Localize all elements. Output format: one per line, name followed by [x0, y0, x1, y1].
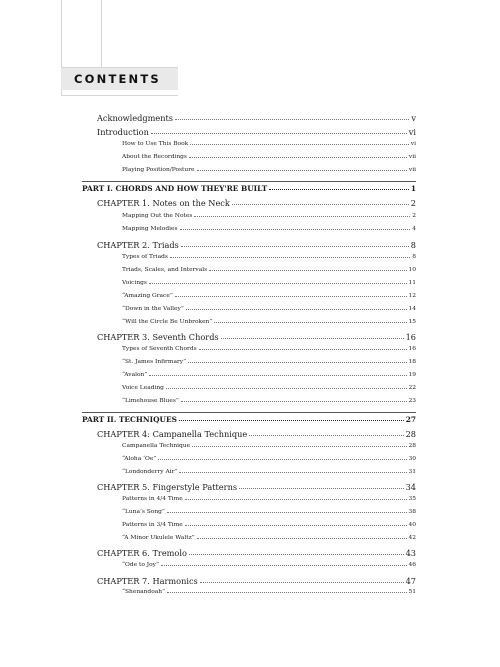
toc-entry-title: “Shenandoah”	[122, 589, 166, 595]
toc-section-entry[interactable]	[122, 469, 416, 475]
toc-page-number: vii	[408, 154, 416, 160]
toc-page-number: 35	[408, 496, 416, 502]
toc-entry-title: Voicings	[122, 280, 147, 286]
toc-section-entry[interactable]	[122, 226, 416, 232]
contents-heading: CONTENTS	[74, 72, 161, 86]
toc-entry-title: Playing Position/Posture	[122, 167, 195, 173]
toc-section-entry[interactable]	[122, 280, 416, 286]
dot-leader	[149, 282, 407, 284]
part-divider-rule	[82, 181, 416, 182]
toc-section-entry[interactable]	[122, 385, 416, 391]
toc-entry-title: Patterns in 4/4 Time	[122, 496, 183, 502]
toc-section-entry[interactable]	[122, 562, 416, 568]
toc-page-number: 2	[410, 198, 416, 208]
dot-leader	[214, 321, 406, 323]
toc-page-number: 4	[412, 226, 416, 232]
toc-section-entry[interactable]	[122, 306, 416, 312]
dot-leader	[167, 591, 406, 593]
toc-entry-title: Patterns in 3/4 Time	[122, 522, 183, 528]
dot-leader	[232, 203, 409, 205]
dot-leader	[158, 458, 406, 460]
dot-leader	[209, 269, 406, 271]
toc-chapter-entry[interactable]	[97, 198, 416, 208]
dot-leader	[181, 400, 407, 402]
dot-leader	[175, 295, 407, 297]
dot-leader	[166, 387, 407, 389]
toc-entry-title: How to Use This Book	[122, 141, 189, 147]
toc-page-number: 2	[412, 213, 416, 219]
toc-section-entry[interactable]	[122, 346, 416, 352]
toc-entry-title: “Ode to Joy”	[122, 562, 160, 568]
toc-entry-title: “Down in the Valley”	[122, 306, 184, 312]
dot-leader	[192, 445, 406, 447]
dot-leader	[179, 419, 404, 421]
toc-section-entry[interactable]	[122, 509, 416, 515]
toc-page-number: vii	[408, 167, 416, 173]
toc-entry-title: Types of Triads	[122, 254, 168, 260]
toc-entry-title: Introduction	[97, 127, 149, 137]
toc-page-number: v	[411, 113, 416, 123]
toc-page-number: vi	[408, 127, 416, 137]
toc-page-number: 31	[408, 469, 416, 475]
toc-page-number: 27	[405, 415, 416, 424]
dot-leader	[149, 374, 406, 376]
toc-page-number: 30	[408, 456, 416, 462]
dot-leader	[185, 498, 407, 500]
toc-page-number: 38	[408, 509, 416, 515]
toc-section-entry[interactable]	[122, 167, 416, 173]
toc-page-number: 28	[405, 429, 416, 439]
toc-page-number: 18	[408, 359, 416, 365]
dot-leader	[269, 188, 409, 190]
toc-entry-title: Voice Leading	[122, 385, 164, 391]
toc-entry-title: “Amazing Grace”	[122, 293, 173, 299]
toc-page-number: 8	[410, 240, 416, 250]
toc-section-entry[interactable]	[122, 154, 416, 160]
dot-leader	[197, 169, 407, 171]
dot-leader	[186, 308, 407, 310]
dot-leader	[189, 553, 404, 555]
toc-page-number: 1	[410, 184, 416, 193]
dot-leader	[161, 564, 406, 566]
toc-entry-title: PART II. TECHNIQUES	[82, 415, 177, 424]
toc-entry-title: CHAPTER 2. Triads	[97, 240, 179, 250]
toc-page-number: 42	[408, 535, 416, 541]
toc-section-entry[interactable]	[122, 293, 416, 299]
dot-leader	[249, 434, 403, 436]
toc-section-entry[interactable]	[122, 319, 416, 325]
toc-entry-title: Campanella Technique	[122, 443, 191, 449]
toc-part-entry[interactable]	[82, 184, 416, 193]
part-divider-rule	[82, 412, 416, 413]
dot-leader	[199, 348, 407, 350]
toc-page-number: 46	[408, 562, 416, 568]
toc-entry-title: CHAPTER 5. Fingerstyle Patterns	[97, 482, 238, 492]
toc-entry-title: About the Recordings	[122, 154, 187, 160]
toc-part-entry[interactable]	[82, 415, 416, 424]
dot-leader	[181, 245, 409, 247]
toc-section-entry[interactable]	[122, 398, 416, 404]
dot-leader	[170, 256, 410, 258]
toc-entry-title: CHAPTER 7. Harmonics	[97, 576, 198, 586]
toc-page-number: 40	[408, 522, 416, 528]
dot-leader	[179, 471, 406, 473]
toc-entry-title: “St. James Infirmary”	[122, 359, 187, 365]
toc-section-entry[interactable]	[122, 522, 416, 528]
dot-leader	[197, 537, 407, 539]
dot-leader	[190, 143, 409, 145]
dot-leader	[221, 337, 404, 339]
toc-page-number: 8	[412, 254, 416, 260]
toc-section-entry[interactable]	[122, 496, 416, 502]
toc-entry-title: PART I. CHORDS AND HOW THEY'RE BUILT	[82, 184, 268, 193]
toc-chapter-entry[interactable]	[97, 332, 416, 342]
dot-leader	[188, 361, 406, 363]
toc-entry-title: “Will the Circle Be Unbroken”	[122, 319, 213, 325]
toc-entry-title: “Avalon”	[122, 372, 148, 378]
dot-leader	[180, 228, 411, 230]
toc-section-entry[interactable]	[122, 443, 416, 449]
toc-page-number: 14	[408, 306, 416, 312]
toc-page-number: 28	[408, 443, 416, 449]
toc-page-number: 16	[405, 332, 416, 342]
toc-entry-title: Triads, Scales, and Intervals	[122, 267, 208, 273]
toc-page-number: 15	[408, 319, 416, 325]
toc-page-number: 10	[408, 267, 416, 273]
toc-page-number: 23	[408, 398, 416, 404]
toc-entry-title: “Londonderry Air”	[122, 469, 178, 475]
toc-page-number: 12	[408, 293, 416, 299]
toc-entry-title: CHAPTER 1. Notes on the Neck	[97, 198, 230, 208]
toc-entry-title: CHAPTER 3. Seventh Chords	[97, 332, 219, 342]
toc-page-number: 19	[408, 372, 416, 378]
toc-entry-title: Acknowledgments	[97, 113, 173, 123]
dot-leader	[239, 487, 404, 489]
toc-entry-title: Mapping Melodies	[122, 226, 178, 232]
toc-page-number: 43	[405, 548, 416, 558]
toc-entry-title: Types of Seventh Chords	[122, 346, 197, 352]
toc-chapter-entry[interactable]	[97, 576, 416, 586]
toc-page-number: vi	[410, 141, 416, 147]
toc-section-entry[interactable]	[122, 141, 416, 147]
toc-page-number: 51	[408, 589, 416, 595]
toc-page-number: 47	[405, 576, 416, 586]
toc-chapter-entry[interactable]	[97, 548, 416, 558]
toc-entry-title: “Aloha ‘Oe”	[122, 456, 157, 462]
dot-leader	[167, 511, 407, 513]
dot-leader	[189, 156, 407, 158]
toc-section-entry[interactable]	[122, 589, 416, 595]
toc-section-entry[interactable]	[122, 359, 416, 365]
dot-leader	[151, 132, 407, 134]
toc-chapter-entry[interactable]	[97, 482, 416, 492]
toc-entry-title: “Luna’s Song”	[122, 509, 165, 515]
toc-section-entry[interactable]	[122, 372, 416, 378]
dot-leader	[200, 581, 404, 583]
toc-section-entry[interactable]	[122, 254, 416, 260]
toc-page-number: 11	[408, 280, 416, 286]
toc-chapter-entry[interactable]	[97, 240, 416, 250]
dot-leader	[185, 524, 407, 526]
toc-entry-title: CHAPTER 6. Tremolo	[97, 548, 187, 558]
dot-leader	[175, 118, 409, 120]
toc-section-entry[interactable]	[122, 456, 416, 462]
toc-chapter-entry[interactable]	[97, 429, 416, 439]
toc-page-number: 34	[405, 482, 416, 492]
toc-chapter-entry[interactable]	[97, 127, 416, 137]
toc-entry-title: “A Minor Ukulele Waltz”	[122, 535, 195, 541]
toc-section-entry[interactable]	[122, 267, 416, 273]
toc-section-entry[interactable]	[122, 535, 416, 541]
toc-chapter-entry[interactable]	[97, 113, 416, 123]
toc-entry-title: “Limehouse Blues”	[122, 398, 179, 404]
toc-page-number: 16	[408, 346, 416, 352]
toc-entry-title: CHAPTER 4: Campanella Technique	[97, 429, 248, 439]
toc-section-entry[interactable]	[122, 213, 416, 219]
dot-leader	[194, 215, 410, 217]
toc-entry-title: Mapping Out the Notes	[122, 213, 193, 219]
toc-page-number: 22	[408, 385, 416, 391]
